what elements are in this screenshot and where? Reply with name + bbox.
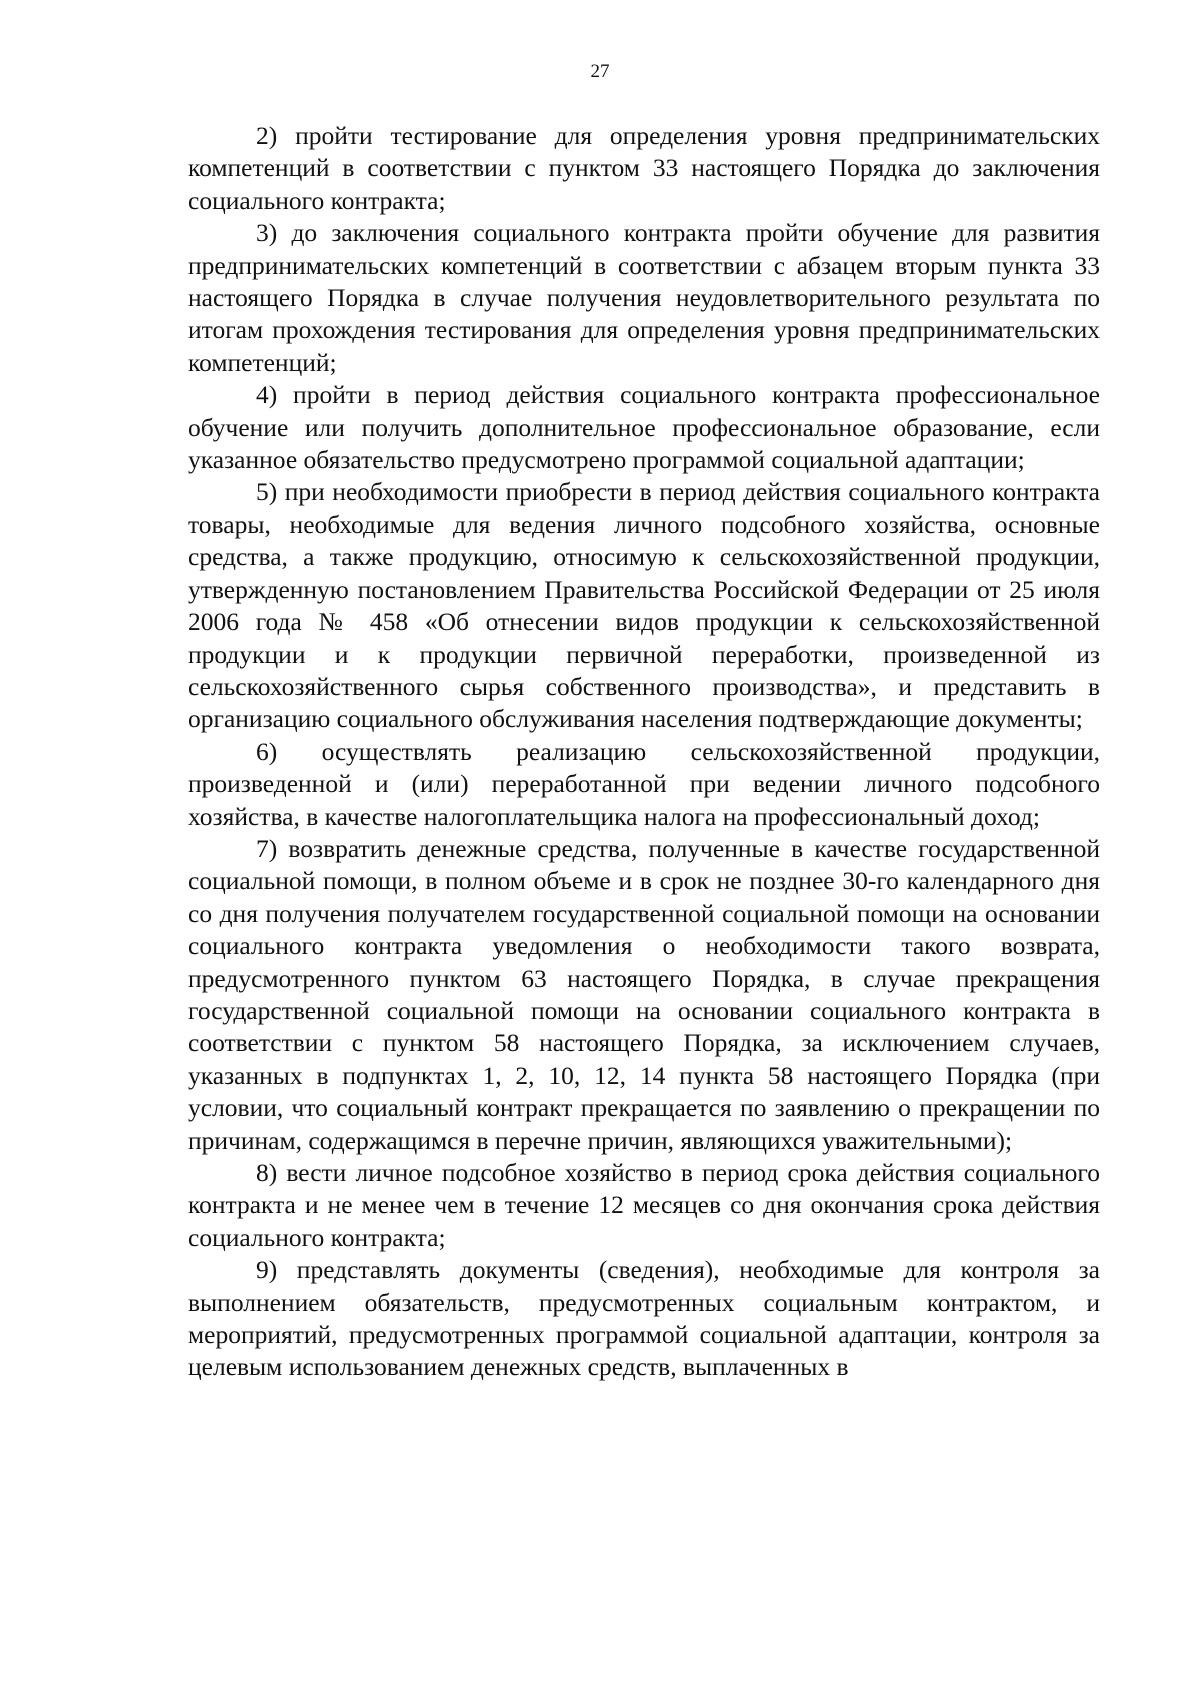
document-body xyxy=(188,120,1100,1384)
paragraph-item-6: 6) осуществлять реализацию сельскохозяйственной продукции, произведенной и (или) переработанной при ведении личного подсобного хозяйства, в качестве налогоплательщика налога на профессиональный доход; xyxy=(188,736,1100,831)
paragraph-item-3: 3) до заключения социального контракта пройти обучение для развития предпринимательских компетенций в соответствии с абзацем вторым пункта 33 настоящего Порядка в случае получения неудовлетворительного результата по итогам прохождения тестирования для определения уровня предпринимательских компетенций; xyxy=(188,218,1100,377)
paragraph-item-8: 8) вести личное подсобное хозяйство в период срока действия социального контракта и не менее чем в течение 12 месяцев со дня окончания срока действия социального контракта; xyxy=(188,1158,1100,1252)
paragraph-item-5: 5) при необходимости приобрести в период действия социального контракта товары, необходимые для ведения личного подсобного хозяйства, основные средства, а также продукцию, относимую к сельскохозяйственной продукции, утвержденную постановлением Правительства Российской Федерации от 25 июля 2006 года № 458 «Об отнесении видов продукции к сельскохозяйственной продукции и к продукции первичной переработки, произведенной из сельскохозяйственного сырья собственного производства», и представить в организацию социального обслуживания населения подтверждающие документы; xyxy=(188,477,1100,734)
paragraph-item-7: 7) возвратить денежные средства, полученные в качестве государственной социальной помощи, в полном объеме и в срок не позднее 30-го календарного дня со дня получения получателем государственной социальной помощи на основании социального контракта уведомления о необходимости такого возврата, предусмотренного пунктом 63 настоящего Порядка, в случае прекращения государственной социальной помощи на основании социального контракта в соответствии с пунктом 58 настоящего Порядка, за исключением случаев, указанных в подпунктах 1, 2, 10, 12, 14 пункта 58 настоящего Порядка (при условии, что социальный контракт прекращается по заявлению о прекращении по причинам, содержащимся в перечне причин, являющихся уважительными); xyxy=(188,833,1100,1155)
paragraph-item-2: 2) пройти тестирование для определения уровня предпринимательских компетенций в соответствии с пунктом 33 настоящего Порядка до заключения социального контракта; xyxy=(188,121,1100,215)
paragraph-item-9: 9) представлять документы (сведения), необходимые для контроля за выполнением обязательств, предусмотренных социальным контрактом, и мероприятий, предусмотренных программой социальной адаптации, контроля за целевым использованием денежных средств, выплаченных в xyxy=(188,1255,1100,1382)
page-number: 27 xyxy=(590,61,610,82)
paragraph-item-4: 4) пройти в период действия социального контракта профессиональное обучение или получить дополнительное профессиональное образование, если указанное обязательство предусмотрено программой социальной адаптации; xyxy=(188,380,1100,475)
